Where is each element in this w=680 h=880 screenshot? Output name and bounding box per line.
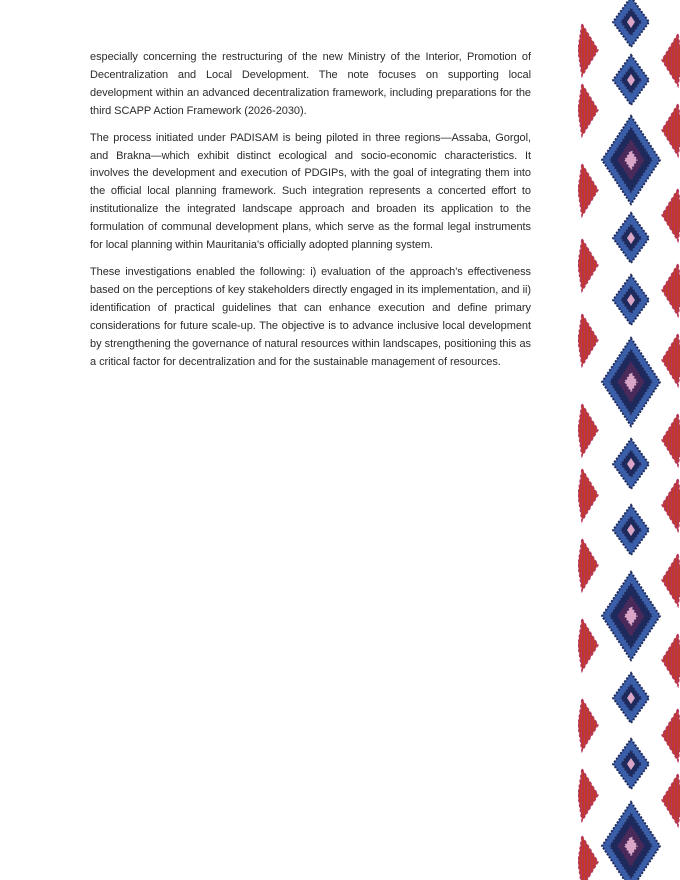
ikat-side-flame	[662, 709, 680, 761]
ikat-side-flame	[662, 554, 680, 606]
ikat-side-flame	[578, 404, 598, 456]
paragraph-1: especially concerning the restructuring of the new Ministry of the Interior, Promotion of Decentralization and Local Development. The note focuses on supporting local development within an advanced decentralization framework, including preparations for the third SCAPP Action Framework (2026-2030).	[90, 51, 531, 117]
ikat-side-flame	[578, 619, 598, 671]
ikat-side-flame	[662, 189, 680, 241]
ikat-side-flame	[578, 84, 598, 136]
ikat-side-flame	[662, 104, 680, 156]
ikat-side-flame	[662, 774, 680, 826]
ikat-side-flame	[578, 769, 598, 821]
ikat-side-flame	[578, 314, 598, 366]
ikat-side-flame	[662, 634, 680, 686]
paragraph-3: These investigations enabled the following: i) evaluation of the approach's effectiveness based on the perceptions of key stakeholders directly engaged in its implementation, and ii) identification of practical guidelines that can enhance execution and define primary considerations for future scale-up. The objective is to advance inclusive local development by strengthening the governance of natural resources within landscapes, positioning this as a critical factor for decentralization and for the sustainable management of resources.	[90, 265, 531, 368]
ikat-side-flame	[662, 34, 680, 86]
ikat-side-flame	[662, 264, 680, 316]
ikat-side-flame	[662, 334, 680, 386]
ikat-side-flame	[578, 836, 598, 880]
ikat-side-flame	[578, 539, 598, 591]
ikat-side-flame	[578, 164, 598, 216]
ikat-side-flame	[578, 24, 598, 76]
ikat-pattern-border	[578, 0, 680, 880]
ikat-pattern-svg	[578, 0, 680, 880]
ikat-side-flame	[578, 469, 598, 521]
ikat-side-flame	[578, 699, 598, 751]
ikat-side-flame	[662, 479, 680, 531]
body-text	[90, 49, 531, 380]
ikat-side-flame	[578, 239, 598, 291]
ikat-side-flame	[662, 414, 680, 466]
paragraph-2: The process initiated under PADISAM is being piloted in three regions—Assaba, Gorgol, and Brakna—which exhibit distinct ecological and socio-economic characteristics. It involves the development and execution of PDGIPs, with the goal of integrating them into the official local planning framework. Such integration represents a concerted effort to institutionalize the integrated landscape approach and broaden its application to the formulation of communal development plans, which serve as the formal legal instruments for local planning within Mauritania's officially adopted planning system.	[90, 131, 531, 252]
